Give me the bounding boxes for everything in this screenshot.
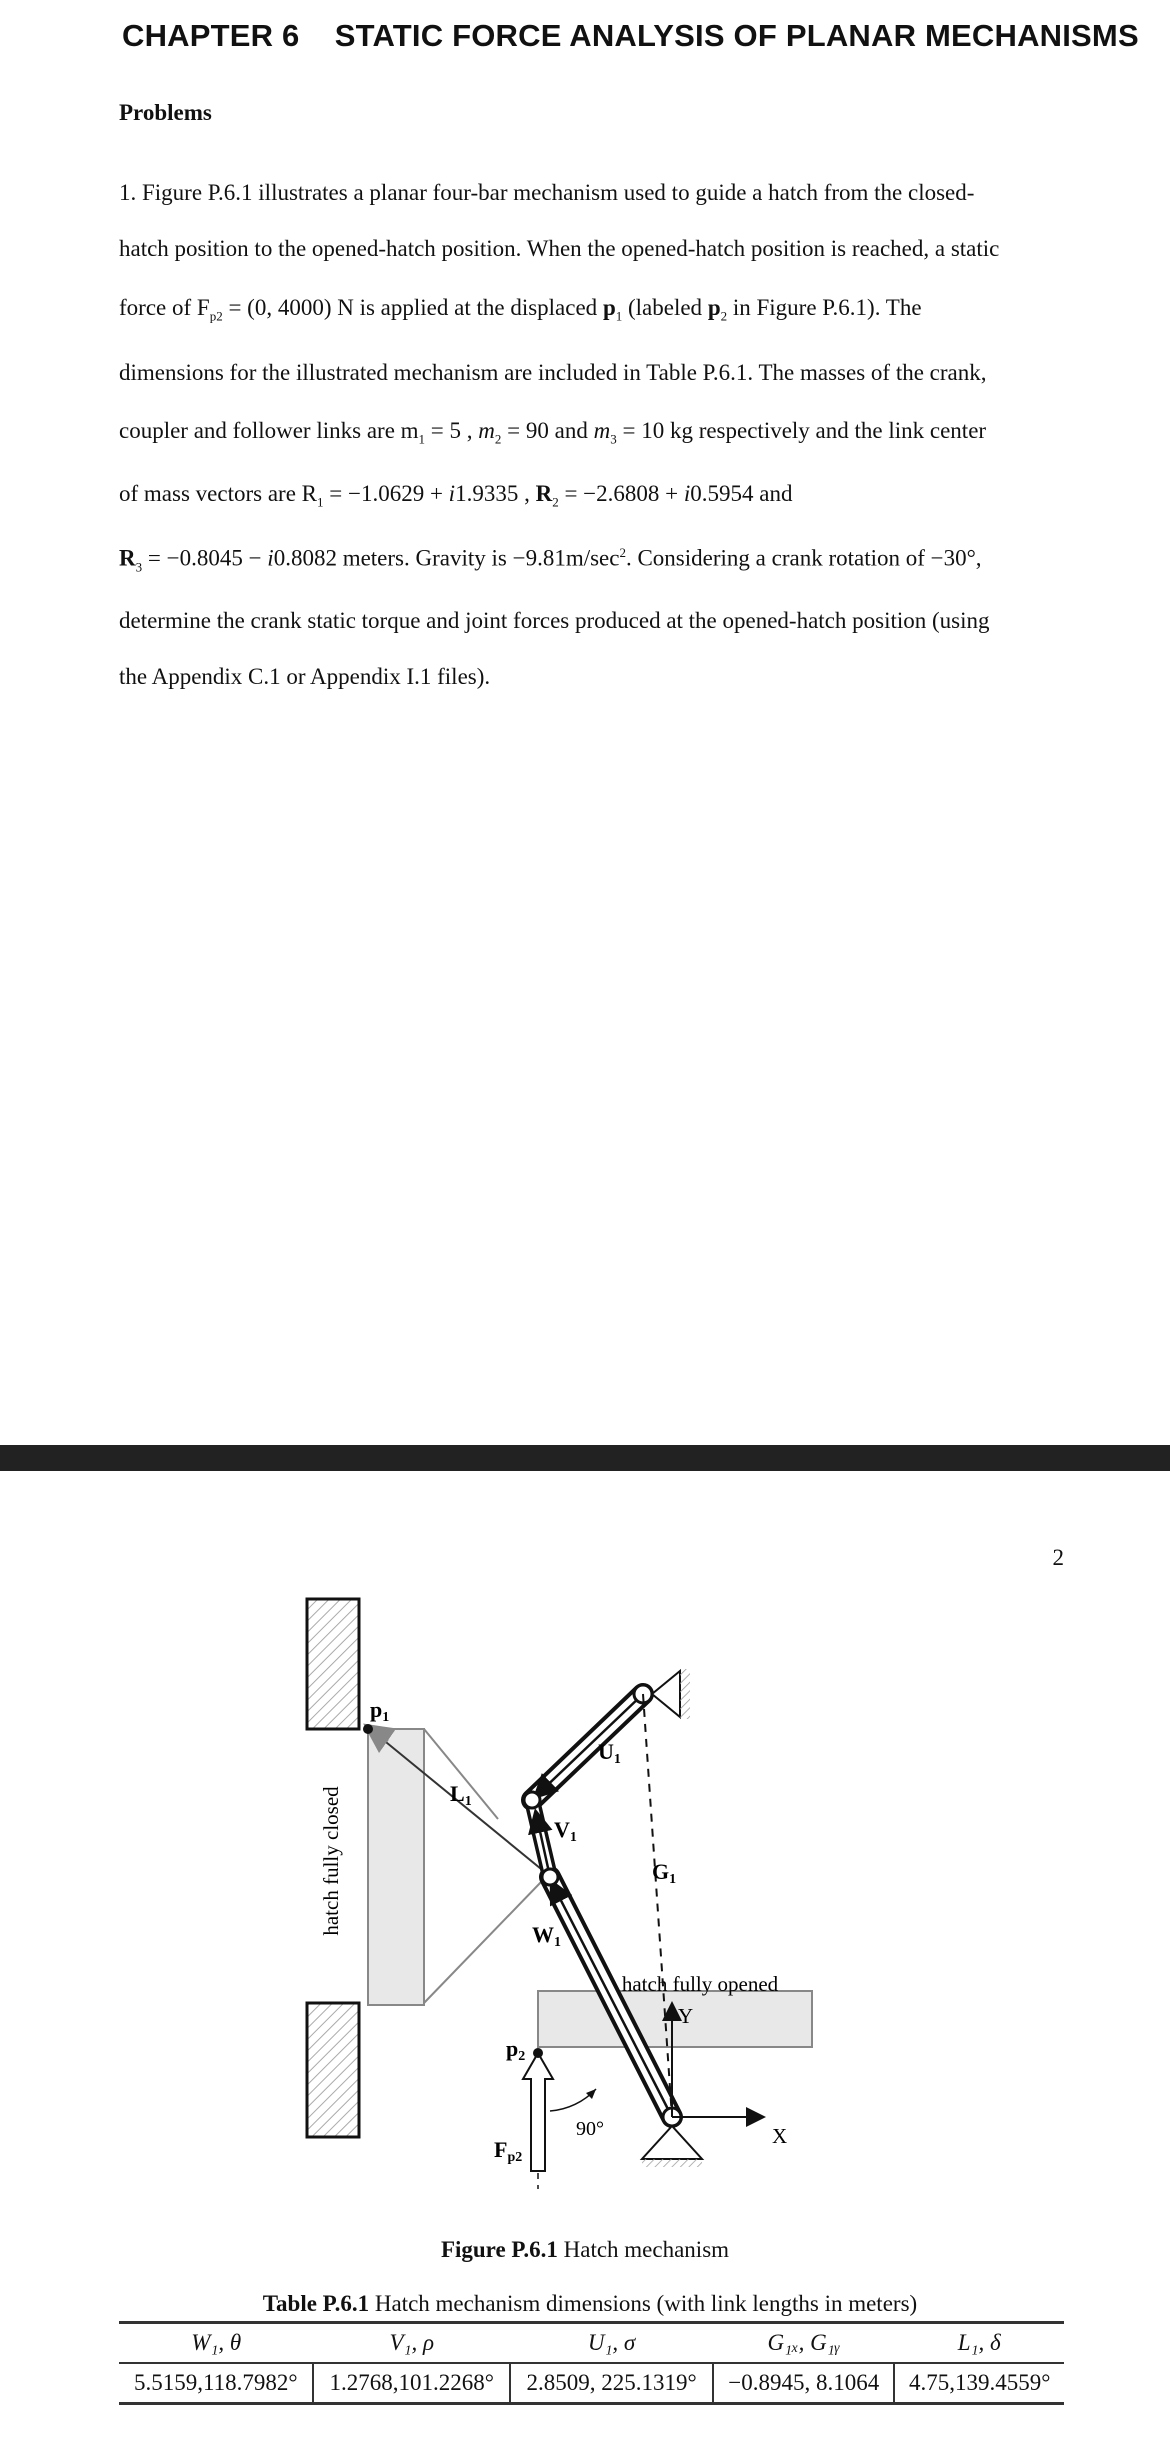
r3-value: = −0.8045 − — [142, 545, 268, 571]
m3-symbol: m — [593, 418, 611, 443]
problem-line-6 — [119, 481, 792, 511]
table-cell-u1: 2.8509, 225.1319° — [510, 2363, 713, 2404]
table-cell-v1: 1.2768,101.2268° — [313, 2363, 510, 2404]
hatch-closed-label: hatch fully closed — [319, 1786, 343, 1936]
page-two — [0, 1471, 1170, 2437]
crank-coupler-joint — [542, 1869, 558, 1885]
problem-line-2: hatch position to the opened-hatch position. When the opened-hatch position is reached, a static — [119, 236, 1000, 261]
force-arrow — [523, 2053, 553, 2171]
r2-subscript: 2 — [552, 494, 559, 510]
table-header-row — [119, 2323, 1064, 2364]
l1-label — [450, 1781, 472, 1809]
problem-line-7 — [119, 545, 982, 575]
figure-caption-label: Figure P.6.1 — [440, 2237, 558, 2262]
table-cell-g1: −0.8945, 8.1064 — [713, 2363, 894, 2404]
r1-imag-unit: i — [448, 481, 456, 506]
force-subscript: p2 — [209, 308, 223, 324]
p1-label-text: p — [370, 1697, 383, 1722]
m3-value: = 10 kg respectively and the link center — [616, 418, 987, 443]
table-caption-label: Table P.6.1 — [262, 2291, 370, 2316]
gravity-superscript: 2 — [619, 545, 626, 560]
force-label — [494, 2137, 522, 2165]
w1-label-sub: 1 — [554, 1935, 561, 1950]
coupler-follower-joint — [524, 1792, 540, 1808]
m2-symbol: m — [478, 418, 495, 443]
m2-value: = 90 and — [501, 418, 594, 443]
p1-label-sub: 1 — [382, 1710, 390, 1725]
p2-subscript: 2 — [720, 308, 728, 324]
force-tail: in Figure P.6.1). The — [727, 295, 922, 320]
force-value: = (0, 4000) N is applied at the displaced — [222, 295, 603, 320]
problem-line-1: 1. Figure P.6.1 illustrates a planar four-bar mechanism used to guide a hatch from the closed- — [119, 180, 975, 205]
problem-line-5 — [119, 418, 986, 448]
page-number: 2 — [1052, 1545, 1064, 1570]
m3-subscript: 3 — [610, 431, 617, 447]
r1-imag: 1.9335 , — [455, 481, 536, 506]
r3-symbol: R — [119, 545, 136, 571]
m2-subscript: 2 — [494, 431, 502, 447]
g1-label-text: G — [652, 1859, 670, 1884]
table-header-v1: V₁, ρ — [313, 2323, 510, 2364]
chapter-title: CHAPTER 6 STATIC FORCE ANALYSIS OF PLANAR MECHANISMS — [122, 18, 1139, 53]
p1-subscript: 1 — [615, 308, 623, 324]
table-caption — [0, 2291, 1170, 2317]
problem-line-9: the Appendix C.1 or Appendix I.1 files). — [119, 664, 491, 689]
page-divider — [0, 1445, 1170, 1471]
v1-label-text: V — [554, 1817, 570, 1842]
hatch-closed-panel — [368, 1729, 424, 2005]
p2-label-text: p — [506, 2036, 519, 2061]
table-header-u1: U₁, σ — [510, 2323, 713, 2364]
r-prefix: of mass vectors are R — [119, 481, 317, 506]
x-axis-label: X — [772, 2124, 788, 2148]
crank-ground-hatch — [642, 2159, 702, 2167]
l1-label-sub: 1 — [464, 1794, 472, 1809]
r2-value: = −2.6808 + — [558, 481, 684, 506]
r3-imag-unit: i — [267, 545, 274, 571]
problem-line-8: determine the crank static torque and joint forces produced at the opened-hatch position (using — [119, 608, 990, 633]
force-prefix: force of F — [119, 295, 210, 320]
r1-value: = −1.0629 + — [323, 481, 449, 506]
p1-point — [363, 1724, 373, 1734]
hatch-opened-panel — [538, 1991, 812, 2047]
hatch-mechanism-figure — [280, 1591, 920, 2271]
v1-label — [554, 1817, 577, 1845]
figure-caption-text: Hatch mechanism — [557, 2237, 730, 2262]
w1-label-text: W — [532, 1922, 554, 1947]
p1-label — [370, 1697, 389, 1725]
problem-line-4: dimensions for the illustrated mechanism are included in Table P.6.1. The masses of the crank, — [119, 360, 987, 385]
m1-subscript: 1 — [418, 431, 426, 447]
r3-imag: 0.8082 meters. Gravity is −9.81m/sec — [273, 545, 620, 571]
r2-imag: 0.5954 and — [690, 481, 793, 506]
closed-brace-bottom — [424, 1881, 542, 2003]
m1-value: = 5 , — [425, 418, 479, 443]
r2-symbol: R — [535, 481, 553, 506]
u1-label — [598, 1739, 621, 1767]
figure-caption — [0, 2237, 1170, 2263]
table-cell-l1: 4.75,139.4559° — [894, 2363, 1064, 2404]
force-label-sub: p2 — [507, 2150, 523, 2165]
r3-subscript: 3 — [135, 559, 143, 575]
problem-line-3 — [119, 295, 922, 325]
table-row — [119, 2363, 1064, 2404]
mass-prefix: coupler and follower links are m — [119, 418, 419, 443]
table-cell-w1: 5.5159,118.7982° — [119, 2363, 313, 2404]
p1-symbol: p — [602, 295, 616, 320]
g1-label-sub: 1 — [669, 1872, 677, 1887]
p2-label — [506, 2036, 525, 2064]
follower-ground-support — [652, 1671, 680, 1717]
u1-label-sub: 1 — [613, 1752, 621, 1767]
table-header-w1: W₁, θ — [119, 2323, 313, 2364]
angle-label: 90° — [576, 2118, 604, 2140]
p2-symbol: p — [707, 295, 721, 320]
table-header-l1: L₁, δ — [894, 2323, 1064, 2364]
table-header-g1: G₁ₓ, G₁ᵧ — [713, 2323, 894, 2364]
wall-block-bottom — [307, 2003, 359, 2137]
wall-block-top — [307, 1599, 359, 1729]
u1-label-text: U — [598, 1739, 614, 1764]
crank-ground-support — [642, 2126, 702, 2159]
p2-label-sub: 2 — [518, 2049, 526, 2064]
u1-vector — [536, 1694, 643, 1796]
follower-ground-hatch — [680, 1669, 690, 1719]
r3-tail: . Considering a crank rotation of −30°, — [625, 545, 982, 571]
r2-imag-unit: i — [683, 481, 691, 506]
labeled-text: (labeled — [622, 295, 708, 320]
w1-label — [532, 1922, 561, 1950]
l1-label-text: L — [450, 1781, 465, 1806]
v1-label-sub: 1 — [569, 1830, 577, 1845]
g1-label — [652, 1859, 676, 1887]
table-caption-text: Hatch mechanism dimensions (with link lengths in meters) — [369, 2291, 918, 2316]
r1-subscript: 1 — [317, 494, 324, 510]
p2-point — [533, 2048, 543, 2058]
dimensions-table — [119, 2321, 1064, 2405]
section-heading: Problems — [119, 100, 212, 125]
y-axis-label: Y — [678, 2004, 694, 2028]
force-label-text: F — [494, 2137, 508, 2162]
hatch-opened-label: hatch fully opened — [621, 1972, 779, 1996]
